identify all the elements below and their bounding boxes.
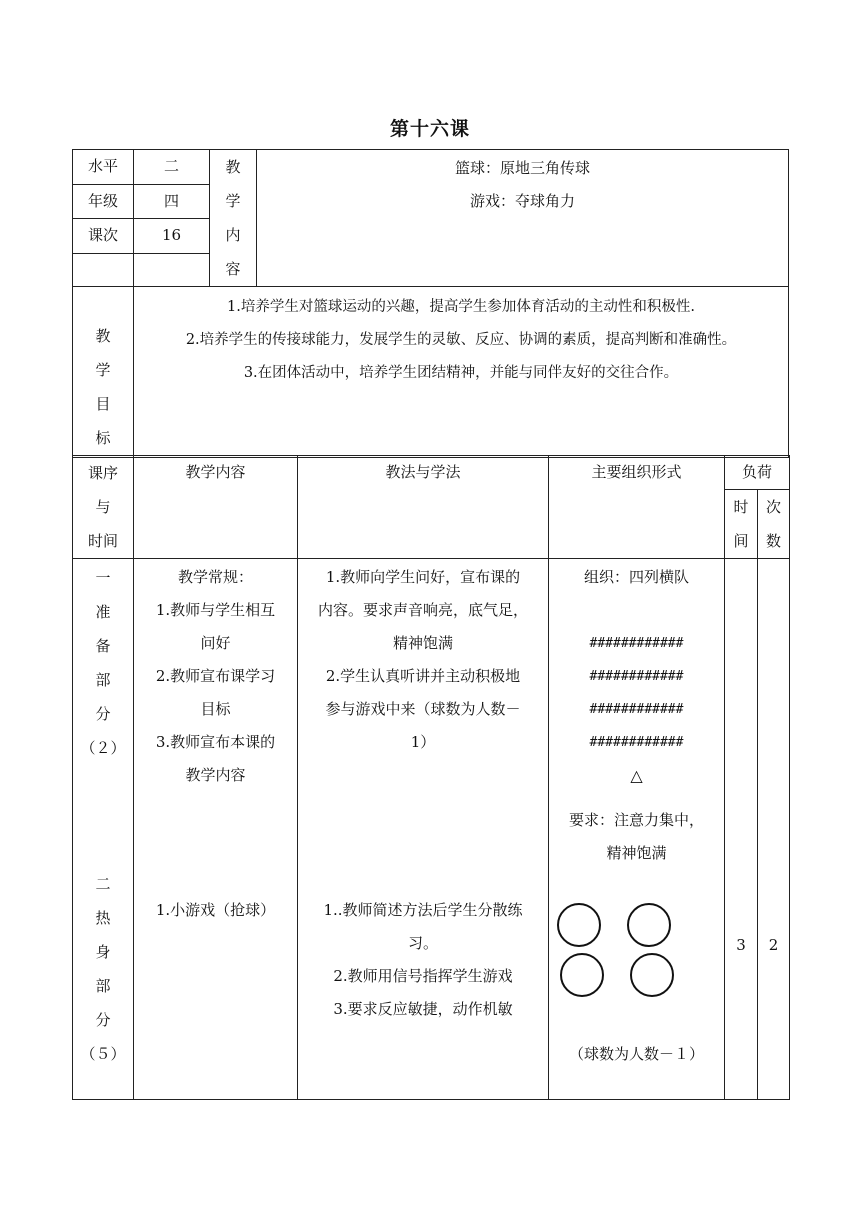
content-label: 教 学 内 容 — [210, 150, 257, 287]
goals-text — [134, 287, 789, 458]
col-organization: 主要组织形式 — [549, 456, 725, 559]
level-value: 二 — [134, 150, 210, 185]
formation-row: ############ — [589, 735, 684, 750]
goal-line: 3.在团体活动中，培养学生团结精神，并能与同伴友好的交往合作。 — [243, 365, 679, 381]
col-load: 负荷 — [725, 456, 790, 490]
section-sequence: 一 准 备 部 分 （２） 二 热 身 部 分 （５） — [73, 559, 134, 1100]
lesson-number-label: 课次 — [73, 219, 134, 254]
org-label: 组织：四列横队 — [583, 568, 689, 586]
section-time: 3 — [725, 559, 758, 1100]
ball-circles-diagram — [549, 878, 724, 988]
ball-circle-icon — [560, 953, 604, 997]
org-note: （球数为人数－１） — [568, 1045, 704, 1063]
section-organization: 组织：四列横队 ############ ############ ############ ############ △ 要求：注意力集中， 精神饱满 （球数为人数－１） — [549, 559, 725, 1100]
col-time: 时 间 — [725, 490, 758, 559]
lesson-header-table — [72, 149, 789, 458]
formation-row: ############ — [589, 669, 684, 684]
col-content: 教学内容 — [134, 456, 298, 559]
teacher-triangle-icon: △ — [630, 766, 643, 785]
grade-value: 四 — [134, 184, 210, 219]
lesson-title: 第十六课 — [389, 118, 470, 140]
lesson-content: 篮球：原地三角传球 游戏：夺球角力 — [257, 150, 789, 287]
goal-line: 1.培养学生对篮球运动的兴趣，提高学生参加体育活动的主动性和积极性. — [227, 299, 695, 315]
grade-label: 年级 — [73, 184, 134, 219]
section-content: 教学常规： 1.教师与学生相互 问好 2.教师宣布课学习 目标 3.教师宣布本课的 教学内容 1.小游戏（抢球） — [134, 559, 298, 1100]
section-count: 2 — [758, 559, 790, 1100]
lesson-plan-table — [72, 455, 790, 1100]
goal-line: 2.培养学生的传接球能力，发展学生的灵敏、反应、协调的素质，提高判断和准确性。 — [185, 332, 737, 348]
ball-circle-icon — [630, 953, 674, 997]
formation-row: ############ — [589, 636, 684, 651]
section-method: 1.教师向学生问好，宣布课的 内容。要求声音响亮，底气足， 精神饱满 2.学生认真听讲并主动积极地 参与游戏中来（球数为人数－ 1） 1..教师简述方法后学生分散练 习。 2.教师用信号指挥学生游戏 3.要求反应敏捷，动作机敏 — [298, 559, 549, 1100]
col-count: 次 数 — [758, 490, 790, 559]
lesson-number-value: 16 — [134, 219, 210, 254]
col-method: 教法与学法 — [298, 456, 549, 559]
level-label: 水平 — [73, 150, 134, 185]
goals-label: 教 学 目 标 — [73, 287, 134, 458]
col-sequence: 课序 与 时间 — [73, 456, 134, 559]
ball-circle-icon — [557, 903, 601, 947]
ball-circle-icon — [627, 903, 671, 947]
formation-row: ############ — [589, 702, 684, 717]
